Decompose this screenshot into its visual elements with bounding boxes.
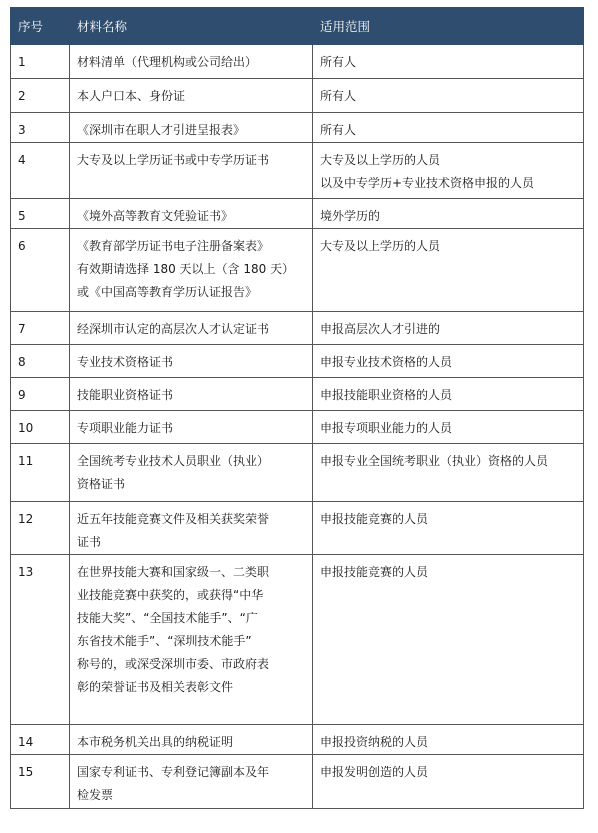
row-number: 7 xyxy=(11,312,70,345)
material-name-line: 材料清单（代理机构或公司给出） xyxy=(77,55,258,69)
table-row xyxy=(11,378,584,411)
material-name-line: 大专及以上学历证书或中专学历证书 xyxy=(77,153,270,167)
material-name-cell xyxy=(70,725,313,755)
row-number: 3 xyxy=(11,113,70,143)
scope-cell xyxy=(313,444,584,502)
scope-cell xyxy=(313,555,584,725)
scope-cell xyxy=(313,725,584,755)
scope-line: 所有人 xyxy=(320,123,357,137)
scope-cell xyxy=(313,229,584,312)
scope-cell xyxy=(313,143,584,199)
material-name-cell xyxy=(70,444,313,502)
header-material-name: 材料名称 xyxy=(70,8,313,45)
material-name-line: 本市税务机关出具的纳税证明 xyxy=(77,735,234,749)
row-number: 2 xyxy=(11,79,70,113)
header-number: 序号 xyxy=(11,8,70,45)
document-page xyxy=(10,7,583,809)
header-row xyxy=(11,8,584,45)
material-name-cell xyxy=(70,199,313,229)
row-number: 9 xyxy=(11,378,70,411)
material-name-line: 专业技术资格证书 xyxy=(77,355,174,369)
table-row xyxy=(11,725,584,755)
material-name-line: 全国统考专业技术人员职业（执业） xyxy=(77,454,270,468)
table-row xyxy=(11,229,584,312)
table-row xyxy=(11,502,584,555)
material-name-line: 称号的，或深受深圳市委、市政府表 xyxy=(77,657,270,671)
scope-line: 申报专业技术资格的人员 xyxy=(320,355,453,369)
row-number: 6 xyxy=(11,229,70,312)
table-row xyxy=(11,555,584,725)
material-name-line: 近五年技能竞赛文件及相关获奖荣誉 xyxy=(77,512,270,526)
row-number: 10 xyxy=(11,411,70,444)
row-number: 14 xyxy=(11,725,70,755)
row-number: 1 xyxy=(11,45,70,79)
material-name-line: 彰的荣誉证书及相关表彰文件 xyxy=(77,680,234,694)
material-name-line: 《境外高等教育文凭验证书》 xyxy=(77,209,234,223)
row-number: 12 xyxy=(11,502,70,555)
scope-line: 以及中专学历+专业技术资格申报的人员 xyxy=(320,176,535,190)
scope-line: 申报发明创造的人员 xyxy=(320,765,429,779)
table-row xyxy=(11,755,584,809)
material-name-cell xyxy=(70,345,313,378)
material-name-cell xyxy=(70,113,313,143)
scope-cell xyxy=(313,502,584,555)
row-number: 8 xyxy=(11,345,70,378)
material-name-cell xyxy=(70,555,313,725)
scope-line: 所有人 xyxy=(320,89,357,103)
materials-table xyxy=(10,7,584,809)
scope-cell xyxy=(313,378,584,411)
scope-cell xyxy=(313,79,584,113)
scope-line: 申报技能竞赛的人员 xyxy=(320,565,429,579)
scope-cell xyxy=(313,411,584,444)
scope-cell xyxy=(313,312,584,345)
table-row xyxy=(11,444,584,502)
material-name-line: 东省技术能手”、“深圳技术能手” xyxy=(77,634,252,648)
row-number: 5 xyxy=(11,199,70,229)
scope-cell xyxy=(313,345,584,378)
scope-line: 申报投资纳税的人员 xyxy=(320,735,429,749)
scope-line: 申报技能竞赛的人员 xyxy=(320,512,429,526)
material-name-line: 在世界技能大赛和国家级一、二类职 xyxy=(77,565,270,579)
material-name-line: 国家专利证书、专利登记簿副本及年 xyxy=(77,765,270,779)
material-name-line: 《深圳市在职人才引进呈报表》 xyxy=(77,123,246,137)
scope-line: 所有人 xyxy=(320,55,357,69)
material-name-line: 《教育部学历证书电子注册备案表》 xyxy=(77,239,270,253)
row-number: 13 xyxy=(11,555,70,725)
scope-cell xyxy=(313,755,584,809)
header-scope: 适用范围 xyxy=(313,8,584,45)
table-row xyxy=(11,79,584,113)
material-name-line: 技能职业资格证书 xyxy=(77,388,174,402)
scope-line: 大专及以上学历的人员 xyxy=(320,239,441,253)
material-name-cell xyxy=(70,502,313,555)
scope-line: 申报专业全国统考职业（执业）资格的人员 xyxy=(320,454,549,468)
material-name-line: 有效期请选择 180 天以上（含 180 天） xyxy=(77,262,295,276)
table-row xyxy=(11,143,584,199)
row-number: 15 xyxy=(11,755,70,809)
table-row xyxy=(11,45,584,79)
table-body xyxy=(11,45,584,809)
table-row xyxy=(11,312,584,345)
material-name-cell xyxy=(70,143,313,199)
scope-line: 境外学历的 xyxy=(320,209,381,223)
material-name-line: 或《中国高等教育学历认证报告》 xyxy=(77,285,258,299)
table-row xyxy=(11,199,584,229)
material-name-line: 检发票 xyxy=(77,788,114,802)
material-name-line: 证书 xyxy=(77,535,102,549)
scope-cell xyxy=(313,199,584,229)
table-row xyxy=(11,411,584,444)
material-name-cell xyxy=(70,312,313,345)
scope-line: 申报技能职业资格的人员 xyxy=(320,388,453,402)
table-row xyxy=(11,113,584,143)
table-header xyxy=(11,8,584,45)
material-name-line: 专项职业能力证书 xyxy=(77,421,174,435)
material-name-line: 业技能竞赛中获奖的，或获得“中华 xyxy=(77,588,264,602)
material-name-line: 经深圳市认定的高层次人才认定证书 xyxy=(77,322,270,336)
scope-line: 申报专项职业能力的人员 xyxy=(320,421,453,435)
scope-cell xyxy=(313,45,584,79)
scope-line: 大专及以上学历的人员 xyxy=(320,153,441,167)
scope-cell xyxy=(313,113,584,143)
material-name-line: 资格证书 xyxy=(77,477,126,491)
material-name-cell xyxy=(70,411,313,444)
material-name-cell xyxy=(70,755,313,809)
table-row xyxy=(11,345,584,378)
material-name-cell xyxy=(70,378,313,411)
material-name-line: 本人户口本、身份证 xyxy=(77,89,186,103)
scope-line: 申报高层次人才引进的 xyxy=(320,322,441,336)
material-name-line: 技能大奖”、“全国技术能手”、“广 xyxy=(77,611,258,625)
material-name-cell xyxy=(70,45,313,79)
material-name-cell xyxy=(70,79,313,113)
row-number: 4 xyxy=(11,143,70,199)
material-name-cell xyxy=(70,229,313,312)
row-number: 11 xyxy=(11,444,70,502)
